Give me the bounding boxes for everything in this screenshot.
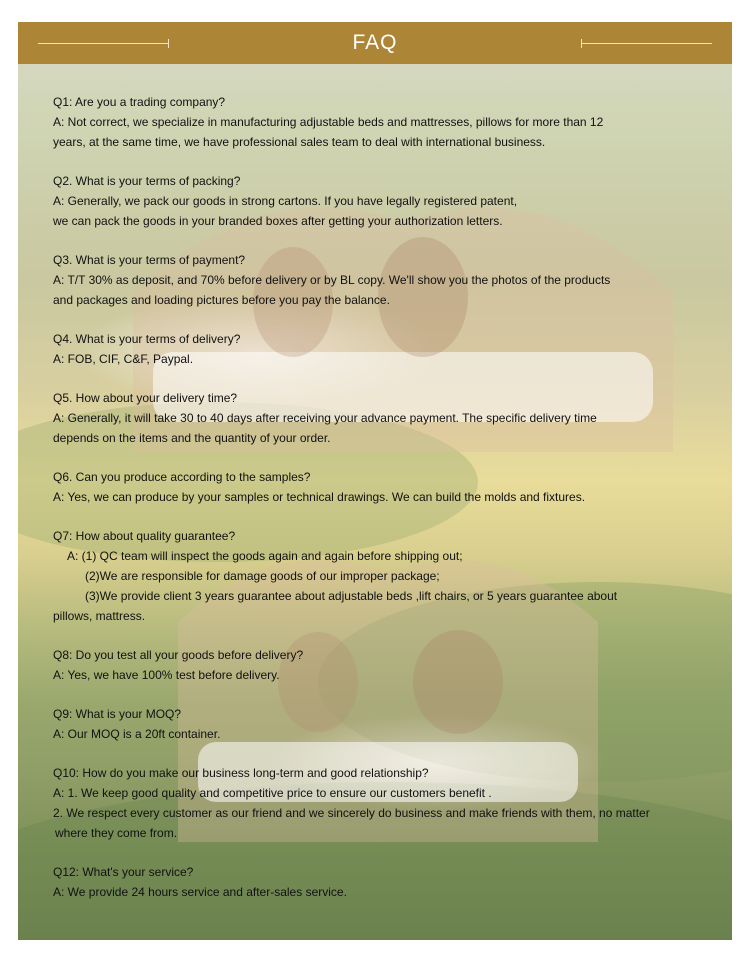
faq-answer: A: Our MOQ is a 20ft container.	[53, 727, 221, 741]
faq-item-q10	[53, 763, 703, 843]
faq-item-q2	[53, 171, 703, 231]
faq-answer: A: Yes, we have 100% test before delivery.	[53, 668, 280, 682]
faq-question: Q10: How do you make our business long-term and good relationship?	[53, 766, 429, 780]
faq-answer: A: Generally, it will take 30 to 40 days after receiving your advance payment. The specific delivery time	[53, 411, 597, 425]
faq-question: Q9: What is your MOQ?	[53, 707, 182, 721]
faq-item-q3	[53, 250, 703, 310]
faq-item-q8	[53, 645, 703, 685]
faq-question: Q1: Are you a trading company?	[53, 95, 226, 109]
header-left-divider	[38, 43, 168, 44]
faq-answer: A: (1) QC team will inspect the goods again and again before shipping out;	[67, 549, 463, 563]
faq-answer: A: FOB, CIF, C&F, Paypal.	[53, 352, 194, 366]
faq-question: Q3. What is your terms of payment?	[53, 253, 246, 267]
faq-answer: and packages and loading pictures before you pay the balance.	[53, 293, 390, 307]
faq-answer: depends on the items and the quantity of your order.	[53, 431, 331, 445]
faq-answer: A: Generally, we pack our goods in strong cartons. If you have legally registered patent,	[53, 194, 518, 208]
faq-item-q4	[53, 329, 703, 369]
faq-answer: where they come from.	[55, 826, 178, 840]
faq-question: Q4. What is your terms of delivery?	[53, 332, 241, 346]
faq-answer: (2)We are responsible for damage goods of our improper package;	[85, 569, 440, 583]
faq-item-q1	[53, 92, 703, 152]
faq-answer: A: T/T 30% as deposit, and 70% before delivery or by BL copy. We'll show you the photos of the products	[53, 273, 611, 287]
faq-answer: we can pack the goods in your branded boxes after getting your authorization letters.	[53, 214, 503, 228]
faq-answer: pillows, mattress.	[53, 609, 146, 623]
faq-answer: A: Yes, we can produce by your samples or technical drawings. We can build the molds and fixtures.	[53, 490, 586, 504]
header-left-tick	[168, 39, 169, 48]
faq-answer: (3)We provide client 3 years guarantee about adjustable beds ,lift chairs, or 5 years guarantee about	[85, 589, 618, 603]
faq-question: Q5. How about your delivery time?	[53, 391, 238, 405]
faq-answer: 2. We respect every customer as our friend and we sincerely do business and make friends with them, no matter	[53, 806, 650, 820]
faq-question: Q8: Do you test all your goods before delivery?	[53, 648, 304, 662]
page-title: FAQ	[352, 31, 398, 54]
faq-list	[53, 92, 703, 921]
faq-item-q6	[53, 467, 703, 507]
header-right-divider	[582, 43, 712, 44]
faq-answer: A: We provide 24 hours service and after-sales service.	[53, 885, 347, 899]
faq-question: Q7: How about quality guarantee?	[53, 529, 236, 543]
faq-header-bar	[18, 22, 732, 64]
faq-item-q12	[53, 862, 703, 902]
faq-answer: years, at the same time, we have professional sales team to deal with international business.	[53, 135, 546, 149]
faq-item-q7	[53, 526, 703, 626]
faq-question: Q2. What is your terms of packing?	[53, 174, 241, 188]
faq-question: Q6. Can you produce according to the samples?	[53, 470, 311, 484]
faq-question: Q12: What's your service?	[53, 865, 194, 879]
faq-item-q5	[53, 388, 703, 448]
faq-answer: A: 1. We keep good quality and competitive price to ensure our customers benefit .	[53, 786, 492, 800]
faq-answer: A: Not correct, we specialize in manufacturing adjustable beds and mattresses, pillows for more than 12	[53, 115, 604, 129]
faq-panel	[18, 22, 732, 940]
faq-item-q9	[53, 704, 703, 744]
